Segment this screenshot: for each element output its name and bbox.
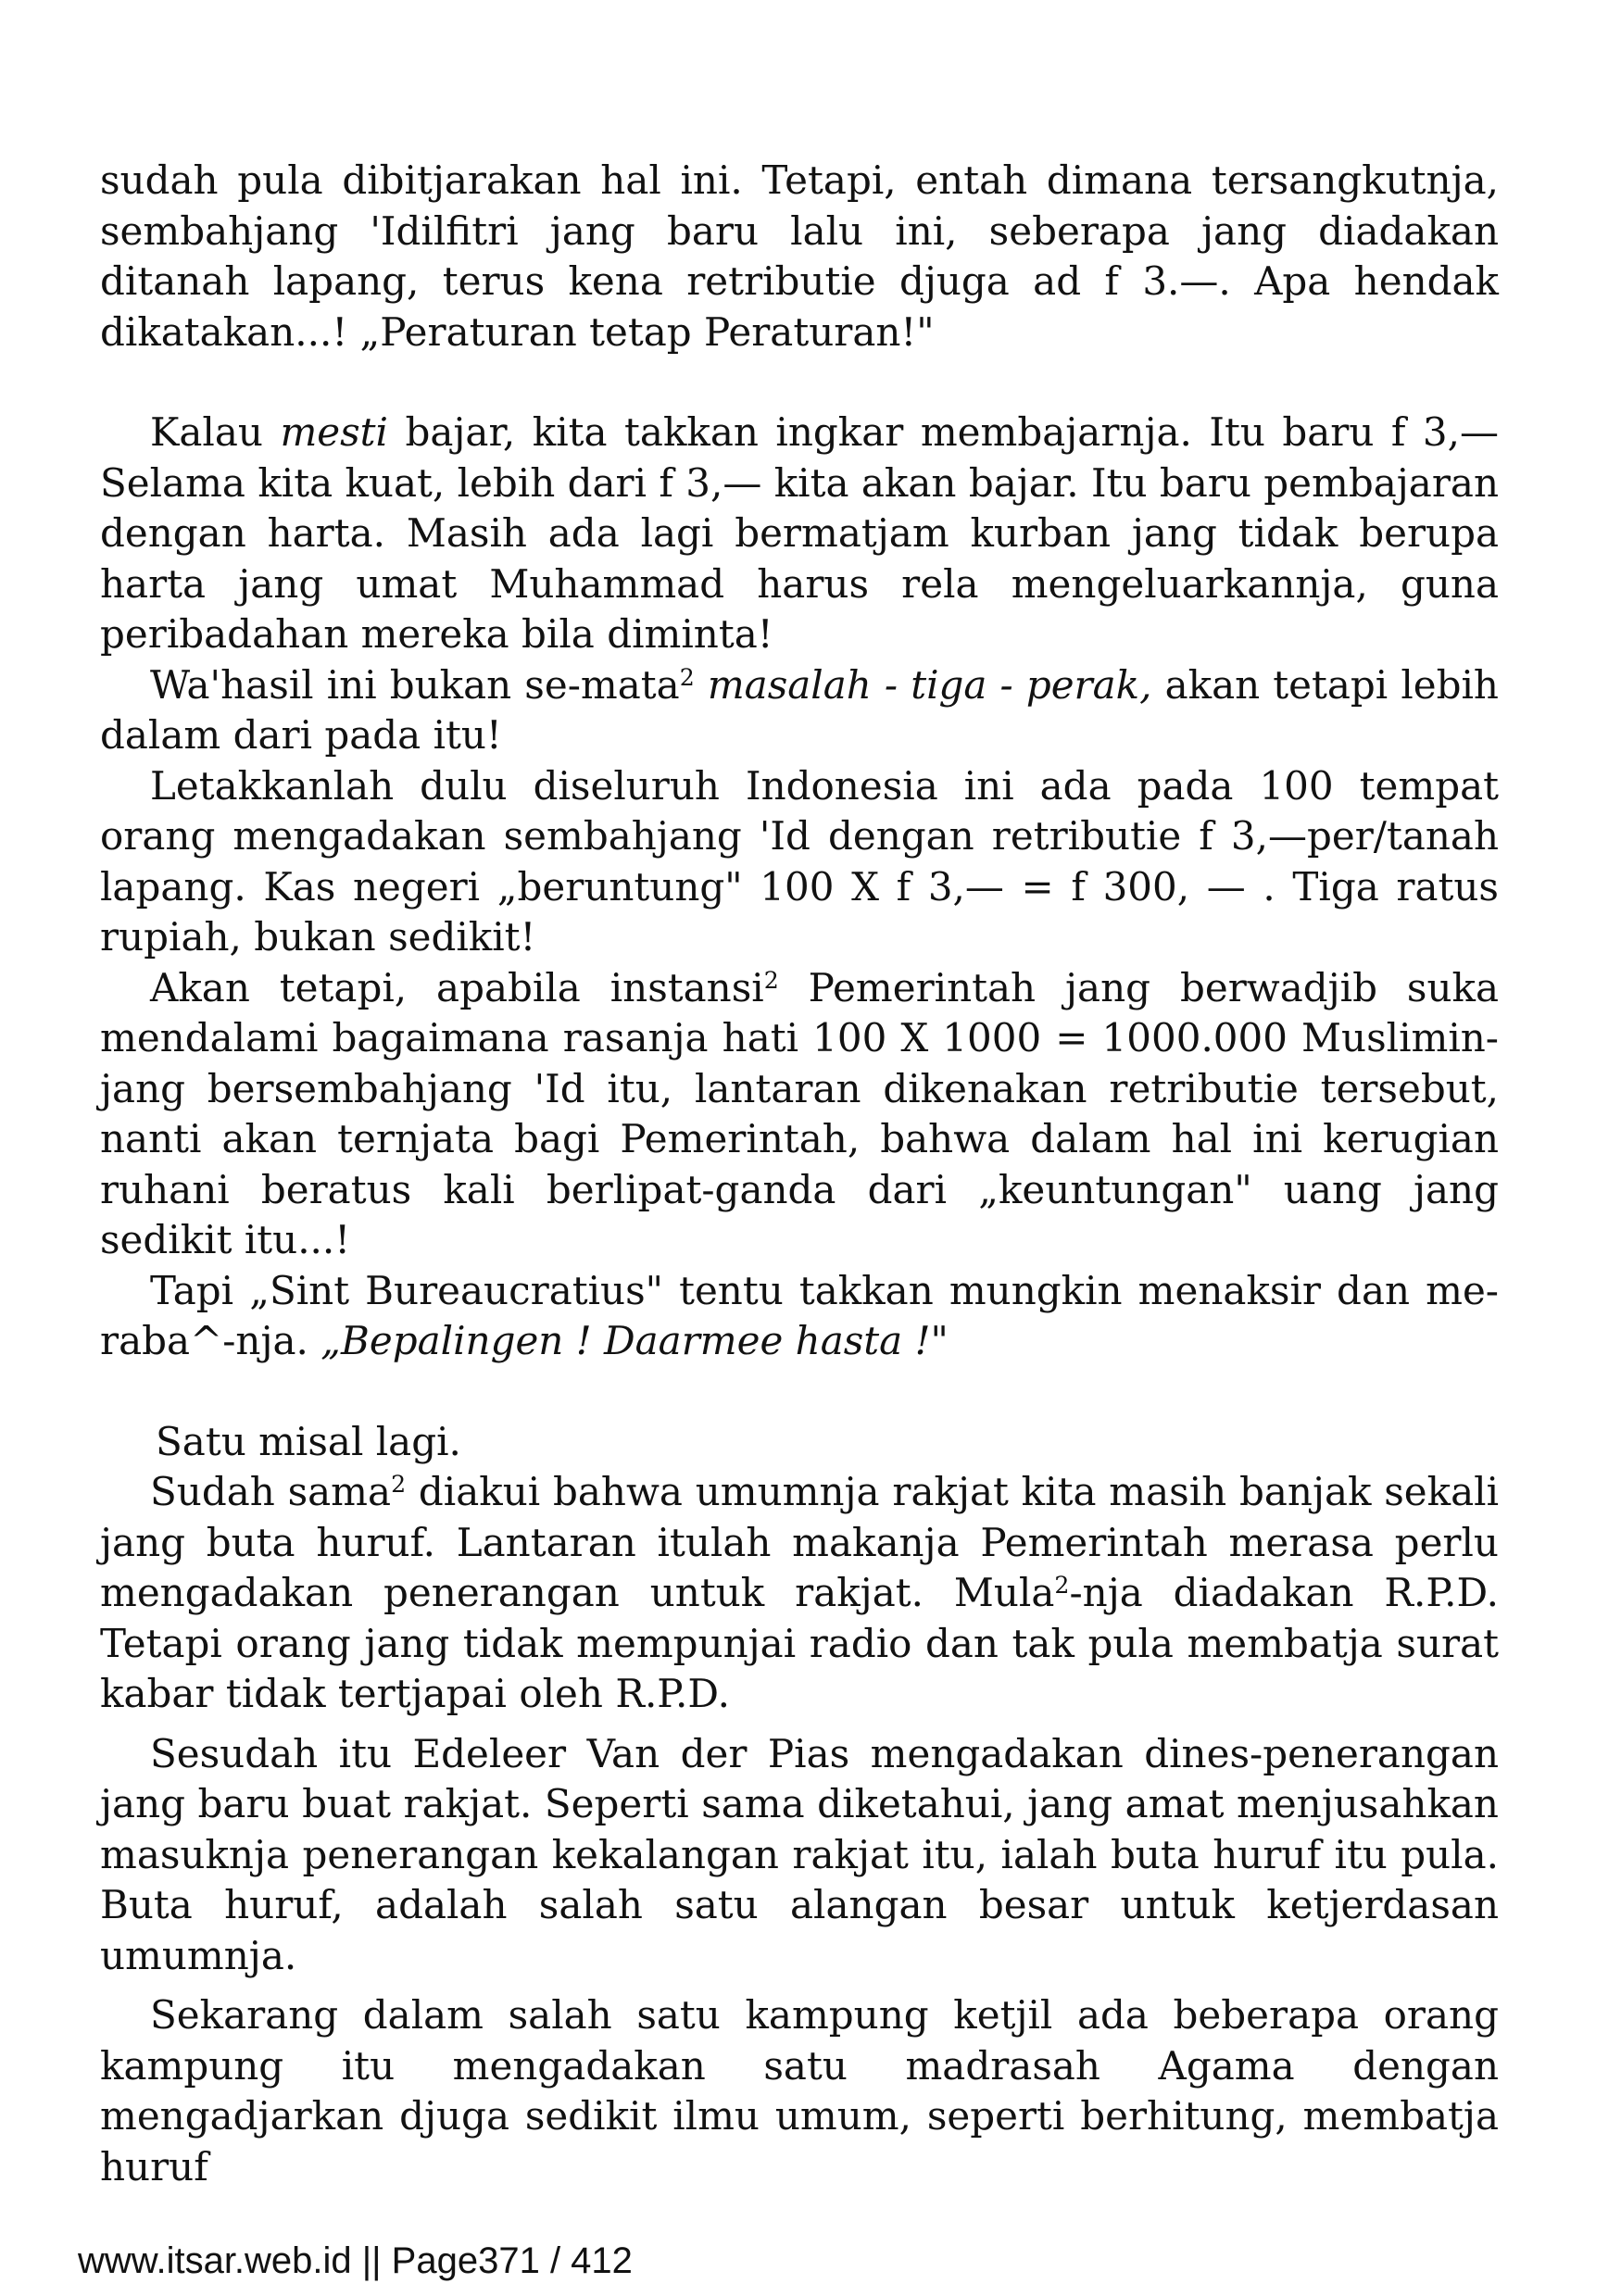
paragraph-7 [100,1417,1499,1468]
superscript: 2 [679,663,695,691]
paragraph-2 [100,408,1499,660]
page-body [100,156,1499,2192]
paragraph-5 [100,963,1499,1266]
paragraph-text: akan tetapi lebih dalam dari pada itu! [100,661,1499,758]
superscript: 2 [763,966,779,994]
paragraph-text: diakui bahwa umumnja rakjat kita masih banjak sekali jang buta huruf. Lantaran itulah makanja Pemerintah merasa perlu mengadakan penerangan untuk rakjat. Mula [100,1469,1500,1615]
paragraph-10 [100,1990,1499,2192]
paragraph-text: sudah pula dibitjarakan hal ini. Tetapi, entah dimana tersangkutnja, sembahjang 'Idilfitri jang baru lalu ini, seberapa jang diadakan ditanah lapang, terus kena retributie djuga ad f 3.—. Apa hendak dikatakan...! „Peraturan tetap Peraturan!" [100,157,1499,355]
paragraph-1 [100,156,1499,358]
paragraph-8 [100,1467,1499,1720]
paragraph-text: bajar, kita takkan ingkar membajarnja. Itu baru f 3,— Selama kita kuat, lebih dari f 3,— kita akan bajar. Itu baru pembajaran dengan harta. Masih ada lagi bermatjam kurban jang tidak berupa harta jang umat Muhammad harus rela mengeluarkannja, guna peribadahan mereka bila diminta! [100,409,1500,657]
italic-text: masalah - tiga - perak, [707,661,1152,708]
paragraph-text: -nja diadakan R.P.D. Tetapi orang jang tidak mempunjai radio dan tak pula membatja surat kabar tidak tertjapai oleh R.P.D. [100,1570,1499,1716]
paragraph-3 [100,660,1499,761]
paragraph-text: Pemerintah jang berwadjib suka mendalami bagaimana rasanja hati 100 X 1000 = 1000.000 Muslimin- jang bersembahjang 'Id itu, lantaran dikenakan retributie tersebut, nanti akan ternjata bagi Pemerintah, bahwa dalam hal ini kerugian ruhani beratus kali berlipat-ganda dari „keuntungan" uang jang sedikit itu...! [100,964,1500,1262]
paragraph-text: Kalau [150,409,281,455]
paragraph-4 [100,761,1499,963]
paragraph-text: Tapi „Sint Bureaucratius" tentu takkan mungkin menaksir dan me-raba^-nja. [100,1267,1499,1363]
paragraph-text: Sekarang dalam salah satu kampung ketjil ada beberapa orang kampung itu mengadakan satu madrasah Agama dengan mengadjarkan djuga sedikit ilmu umum, seperti berhitung, membatja huruf [100,1992,1499,2189]
paragraph-text: Akan tetapi, apabila instansi [150,964,764,1010]
paragraph-text: Sudah sama [150,1469,392,1514]
italic-text: mesti [280,409,388,455]
superscript: 2 [1054,1572,1070,1600]
paragraph-text: Letakkanlah dulu diseluruh Indonesia ini ada pada 100 tempat orang mengadakan sembahjang 'Id dengan retributie f 3,—per/tanah lapang. Kas negeri „beruntung" 100 X f 3,— = f 300, — . Tiga ratus rupiah, bukan sedikit! [100,762,1499,960]
paragraph-text: Sesudah itu Edeleer Van der Pias mengadakan dines-penerangan jang baru buat rakjat. Seperti sama diketahui, jang amat menjusahkan masuknja penerangan kekalangan rakjat itu, ialah buta huruf itu pula. Buta huruf, adalah salah satu alangan besar untuk ketjerdasan umumnja. [100,1730,1499,1978]
page-footer: www.itsar.web.id || Page371 / 412 [78,2240,633,2281]
paragraph-6 [100,1266,1499,1367]
paragraph-text: Wa'hasil ini bukan se-mata [150,661,680,708]
superscript: 2 [391,1471,407,1499]
paragraph-text: Satu misal lagi. [156,1418,461,1464]
italic-text: „Bepalingen ! Daarmee hasta !" [320,1318,949,1363]
paragraph-9 [100,1729,1499,1982]
paragraph-text [695,662,708,708]
